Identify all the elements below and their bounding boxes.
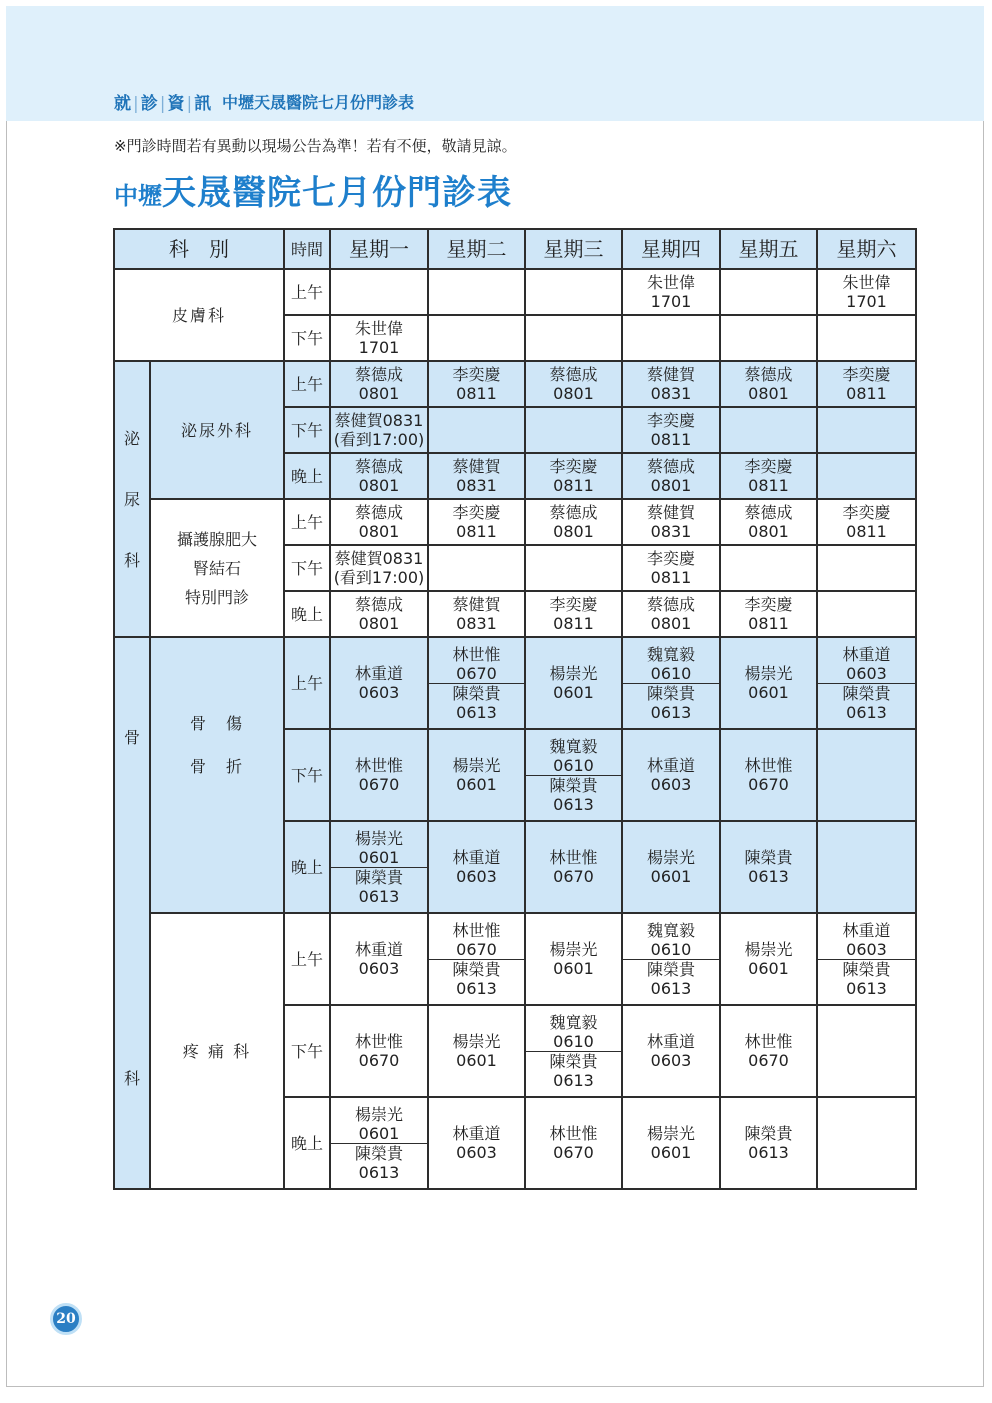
dept-pain: 疼 痛 科 [150,913,284,1189]
time-cell: 晚上 [284,453,330,499]
schedule-cell-split: 魏寬毅 0610 陳榮貴 0613 [525,1005,622,1097]
schedule-cell-split: 楊崇光 0601 陳榮貴 0613 [330,1097,428,1189]
schedule-cell-split: 魏寬毅 0610 陳榮貴 0613 [525,729,622,821]
schedule-cell: 蔡德成 0801 [622,453,720,499]
table-row [114,913,916,1005]
time-cell: 晚上 [284,591,330,637]
schedule-cell: 林重道 0603 [428,1097,525,1189]
schedule-cell: 楊崇光 0601 [428,729,525,821]
schedule-cell: 林世惟 0670 [330,1005,428,1097]
time-cell: 下午 [284,545,330,591]
schedule-cell: 林重道 0603 [622,1005,720,1097]
schedule-cell: 陳榮貴 0613 [720,821,817,913]
table-row [114,361,916,407]
schedule-cell: 楊崇光 0601 [622,821,720,913]
schedule-cell: 李奕慶 0811 [720,453,817,499]
day-header: 星期五 [720,229,817,269]
schedule-cell: 林重道 0603 [622,729,720,821]
time-cell: 下午 [284,407,330,453]
page-title: 中壢天晟醫院七月份門診表 [114,173,512,213]
schedule-cell: 李奕慶 0811 [817,499,916,545]
schedule-cell: 李奕慶 0811 [720,591,817,637]
section-label: 就|診|資|訊 [114,94,213,114]
schedule-cell-split: 林重道 0603 陳榮貴 0613 [817,913,916,1005]
schedule-cell: 林世惟 0670 [330,729,428,821]
schedule-cell: 楊崇光 0601 [622,1097,720,1189]
schedule-cell: 朱世偉 1701 [330,315,428,361]
dept-prostate: 攝護腺肥大 腎結石 特別門診 [150,499,284,637]
time-cell: 下午 [284,729,330,821]
schedule-cell: 蔡德成 0801 [330,591,428,637]
dept-header: 科 別 [114,229,284,269]
time-cell: 晚上 [284,1097,330,1189]
schedule-cell: 楊崇光 0601 [428,1005,525,1097]
table-row [114,637,916,729]
schedule-cell: 林重道 0603 [330,637,428,729]
schedule-cell: 蔡健賀0831 (看到17:00) [330,545,428,591]
schedule-cell: 李奕慶 0811 [428,499,525,545]
schedule-cell-split: 魏寬毅 0610 陳榮貴 0613 [622,913,720,1005]
schedule-cell: 蔡健賀 0831 [622,361,720,407]
day-header: 星期二 [428,229,525,269]
schedule-cell: 蔡德成 0801 [330,499,428,545]
schedule-cell: 李奕慶 0811 [622,407,720,453]
schedule-cell: 楊崇光 0601 [525,637,622,729]
time-header: 時間 [284,229,330,269]
schedule-cell-split: 林世惟 0670 陳榮貴 0613 [428,637,525,729]
schedule-cell: 林世惟 0670 [525,821,622,913]
schedule-cell: 李奕慶 0811 [428,361,525,407]
time-cell: 上午 [284,913,330,1005]
schedule-cell: 林世惟 0670 [525,1097,622,1189]
schedule-cell: 林世惟 0670 [720,729,817,821]
time-cell: 晚上 [284,821,330,913]
schedule-cell: 林世惟 0670 [720,1005,817,1097]
schedule-cell: 林重道 0603 [428,821,525,913]
time-cell: 上午 [284,499,330,545]
schedule-cell: 李奕慶 0811 [525,591,622,637]
schedule-cell: 蔡健賀0831 (看到17:00) [330,407,428,453]
table-row [114,499,916,545]
time-cell: 上午 [284,361,330,407]
schedule-cell-split: 楊崇光 0601 陳榮貴 0613 [330,821,428,913]
time-cell: 下午 [284,315,330,361]
day-header: 星期四 [622,229,720,269]
schedule-cell: 李奕慶 0811 [817,361,916,407]
group-urology: 泌 尿 科 [114,361,150,637]
schedule-cell: 朱世偉 1701 [622,269,720,315]
schedule-cell-split: 林重道 0603 陳榮貴 0613 [817,637,916,729]
schedule-cell: 陳榮貴 0613 [720,1097,817,1189]
schedule-cell: 楊崇光 0601 [720,637,817,729]
schedule-cell: 楊崇光 0601 [720,913,817,1005]
clinic-schedule-table [113,228,917,1190]
table-header-row [114,229,916,269]
schedule-cell: 蔡德成 0801 [720,361,817,407]
schedule-cell: 李奕慶 0811 [622,545,720,591]
time-cell: 上午 [284,637,330,729]
header-subtitle: 中壢天晟醫院七月份門診表 [222,93,415,112]
schedule-cell: 蔡健賀 0831 [428,591,525,637]
schedule-cell: 蔡德成 0801 [525,499,622,545]
schedule-cell: 林重道 0603 [330,913,428,1005]
schedule-cell: 蔡健賀 0831 [622,499,720,545]
schedule-cell: 蔡健賀 0831 [428,453,525,499]
table-row [114,269,916,315]
schedule-cell: 蔡德成 0801 [525,361,622,407]
schedule-cell: 蔡德成 0801 [720,499,817,545]
dept-urology: 泌尿外科 [150,361,284,499]
schedule-cell: 蔡德成 0801 [330,361,428,407]
time-cell: 下午 [284,1005,330,1097]
schedule-cell-split: 魏寬毅 0610 陳榮貴 0613 [622,637,720,729]
dept-derm: 皮膚科 [114,269,284,361]
page-number-badge: 20 [50,1303,82,1335]
time-cell: 上午 [284,269,330,315]
schedule-cell: 蔡德成 0801 [330,453,428,499]
notice: ※門診時間若有異動以現場公告為準！若有不便，敬請見諒。 [114,137,517,155]
schedule-cell-split: 林世惟 0670 陳榮貴 0613 [428,913,525,1005]
schedule-cell: 楊崇光 0601 [525,913,622,1005]
schedule-cell: 李奕慶 0811 [525,453,622,499]
schedule-cell: 朱世偉 1701 [817,269,916,315]
day-header: 星期六 [817,229,916,269]
schedule-cell: 蔡德成 0801 [622,591,720,637]
group-orthopedics: 骨 科 [114,637,150,1189]
dept-fracture: 骨 傷 骨 折 [150,637,284,913]
day-header: 星期一 [330,229,428,269]
day-header: 星期三 [525,229,622,269]
